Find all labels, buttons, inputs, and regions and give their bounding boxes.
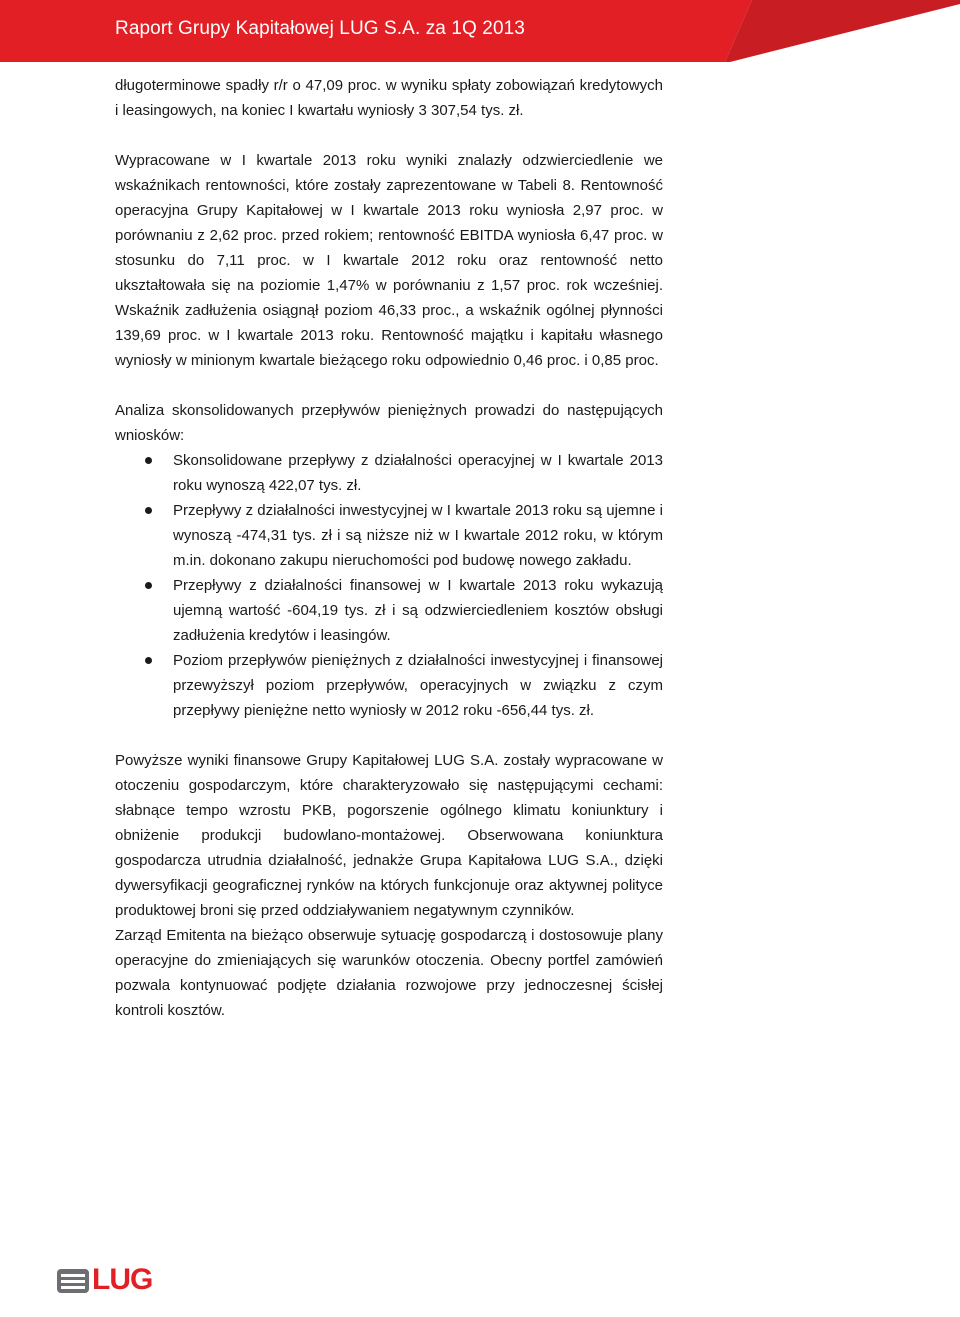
paragraph-cashflow-intro: Analiza skonsolidowanych przepływów pieniężnych prowadzi do następujących wniosków: [115, 402, 663, 444]
cashflow-bullet-list [115, 448, 663, 723]
list-item: Przepływy z działalności finansowej w I kwartale 2013 roku wykazują ujemną wartość -604,19 tys. zł i są odzwierciedleniem kosztów obsługi zadłużenia kredytów i leasingów. [115, 573, 663, 648]
list-item: Przepływy z działalności inwestycyjnej w I kwartale 2013 roku są ujemne i wynoszą -474,31 tys. zł i są niższe niż w I kwartale 2012 roku, w którym m.in. dokonano zakupu nieruchomości pod budowę nowego zakładu. [115, 498, 663, 573]
paragraph-economic-environment: Powyższe wyniki finansowe Grupy Kapitałowej LUG S.A. zostały wypracowane w otoczeniu gospodarczym, które charakteryzowało się następującymi cechami: słabnące tempo wzrostu PKB, pogorszenie ogólnego klimatu koniunktury i obniżenie produkcji budowlano-montażowej. Obserwowana koniunktura gospodarcza utrudnia działalność, jednakże Grupa Kapitałowa LUG S.A., dzięki dywersyfikacji geograficznej rynków na których funkcjonuje oraz aktywnej polityce produktowej broni się przed oddziaływaniem negatywnym czynników. [115, 752, 663, 919]
paragraph-debt: długoterminowe spadły r/r o 47,09 proc. w wyniku spłaty zobowiązań kredytowych i leasingowych, na koniec I kwartału wyniosły 3 307,54 tys. zł. [115, 77, 663, 119]
logo-text: LUG [92, 1263, 153, 1296]
lug-logo [57, 1263, 152, 1297]
logo-mark-icon [57, 1269, 89, 1293]
list-item: Poziom przepływów pieniężnych z działalności inwestycyjnej i finansowej przewyższył poziom przepływów, operacyjnych w związku z czym przepływy pieniężne netto wyniosły w 2012 roku -656,44 tys. zł. [115, 648, 663, 723]
list-item: Skonsolidowane przepływy z działalności operacyjnej w I kwartale 2013 roku wynoszą 422,07 tys. zł. [115, 448, 663, 498]
paragraph-profitability: Wypracowane w I kwartale 2013 roku wyniki znalazły odzwierciedlenie we wskaźnikach rentowności, które zostały zaprezentowane w Tabeli 8. Rentowność operacyjna Grupy Kapitałowej w I kwartale 2013 roku wyniosła 2,97 proc. w porównaniu z 2,62 proc. przed rokiem; rentowność EBITDA wyniosła 6,47 proc. w stosunku do 7,11 proc. w I kwartale 2012 roku oraz rentowność netto ukształtowała się na poziomie 1,47% w porównaniu z 1,57 proc. rok wcześniej. Wskaźnik zadłużenia osiągnął poziom 46,33 proc., a wskaźnik ogólnej płynności 139,69 proc. w I kwartale 2013 roku. Rentowność majątku i kapitału własnego wyniosły w minionym kwartale bieżącego roku odpowiednio 0,46 proc. i 0,85 proc. [115, 152, 663, 369]
document-body [115, 73, 663, 1023]
header-band [0, 0, 960, 62]
report-title: Raport Grupy Kapitałowej LUG S.A. za 1Q 2013 [115, 18, 525, 39]
paragraph-management: Zarząd Emitenta na bieżąco obserwuje sytuację gospodarczą i dostosowuje plany operacyjne do zmieniających się warunków otoczenia. Obecny portfel zamówień pozwala kontynuować podjęte działania rozwojowe przy jednoczesnej ścisłej kontroli kosztów. [115, 927, 663, 1019]
